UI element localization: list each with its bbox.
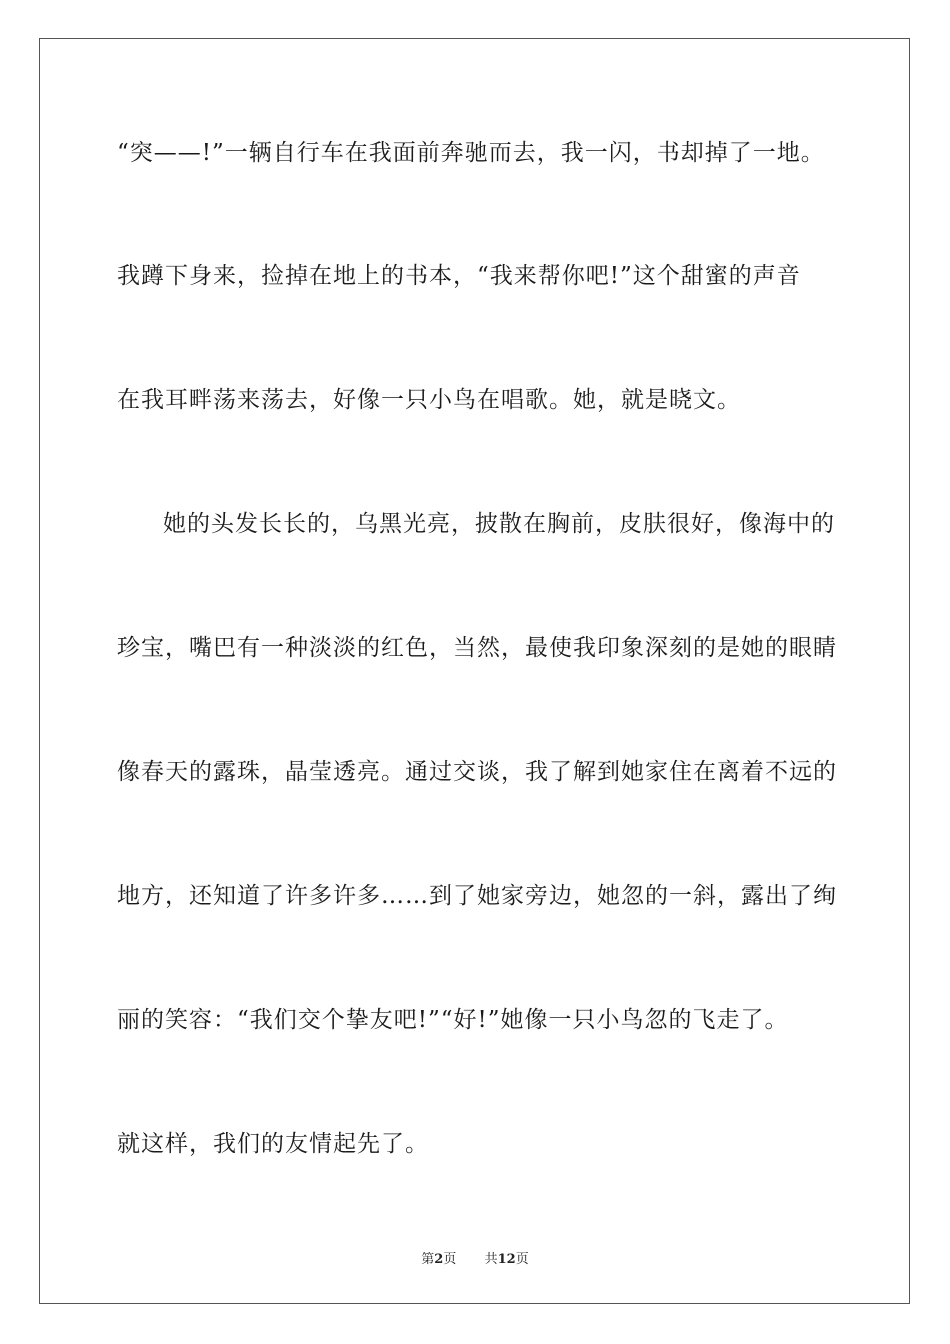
text-line-3: 在我耳畔荡来荡去，好像一只小鸟在唱歌。她，就是晓文。	[117, 387, 741, 413]
total-unit: 页	[515, 1252, 529, 1267]
page-border	[39, 38, 910, 1304]
text-line-1: “突——!”一辆自行车在我面前奔驰而去，我一闪，书却掉了一地。	[117, 140, 825, 166]
current-page-number: 2	[434, 1252, 444, 1267]
page-prefix: 第	[421, 1252, 435, 1267]
total-prefix: 共	[484, 1252, 498, 1267]
total-page-count: 12	[497, 1252, 516, 1267]
text-line-4: 她的头发长长的，乌黑光亮，披散在胸前，皮肤很好，像海中的	[163, 511, 835, 537]
page-footer	[0, 1248, 950, 1267]
text-line-5: 珍宝，嘴巴有一种淡淡的红色，当然，最使我印象深刻的是她的眼睛	[117, 635, 837, 661]
text-line-2: 我蹲下身来，捡掉在地上的书本，“我来帮你吧!”这个甜蜜的声音	[117, 263, 801, 289]
page-unit: 页	[443, 1252, 457, 1267]
text-line-9: 就这样，我们的友情起先了。	[117, 1131, 429, 1157]
text-line-8: 丽的笑容：“我们交个挚友吧!”“好!”她像一只小鸟忽的飞走了。	[117, 1007, 789, 1033]
text-line-7: 地方，还知道了许多许多……到了她家旁边，她忽的一斜，露出了绚	[117, 883, 837, 909]
text-line-6: 像春天的露珠，晶莹透亮。通过交谈，我了解到她家住在离着不远的	[117, 759, 837, 785]
